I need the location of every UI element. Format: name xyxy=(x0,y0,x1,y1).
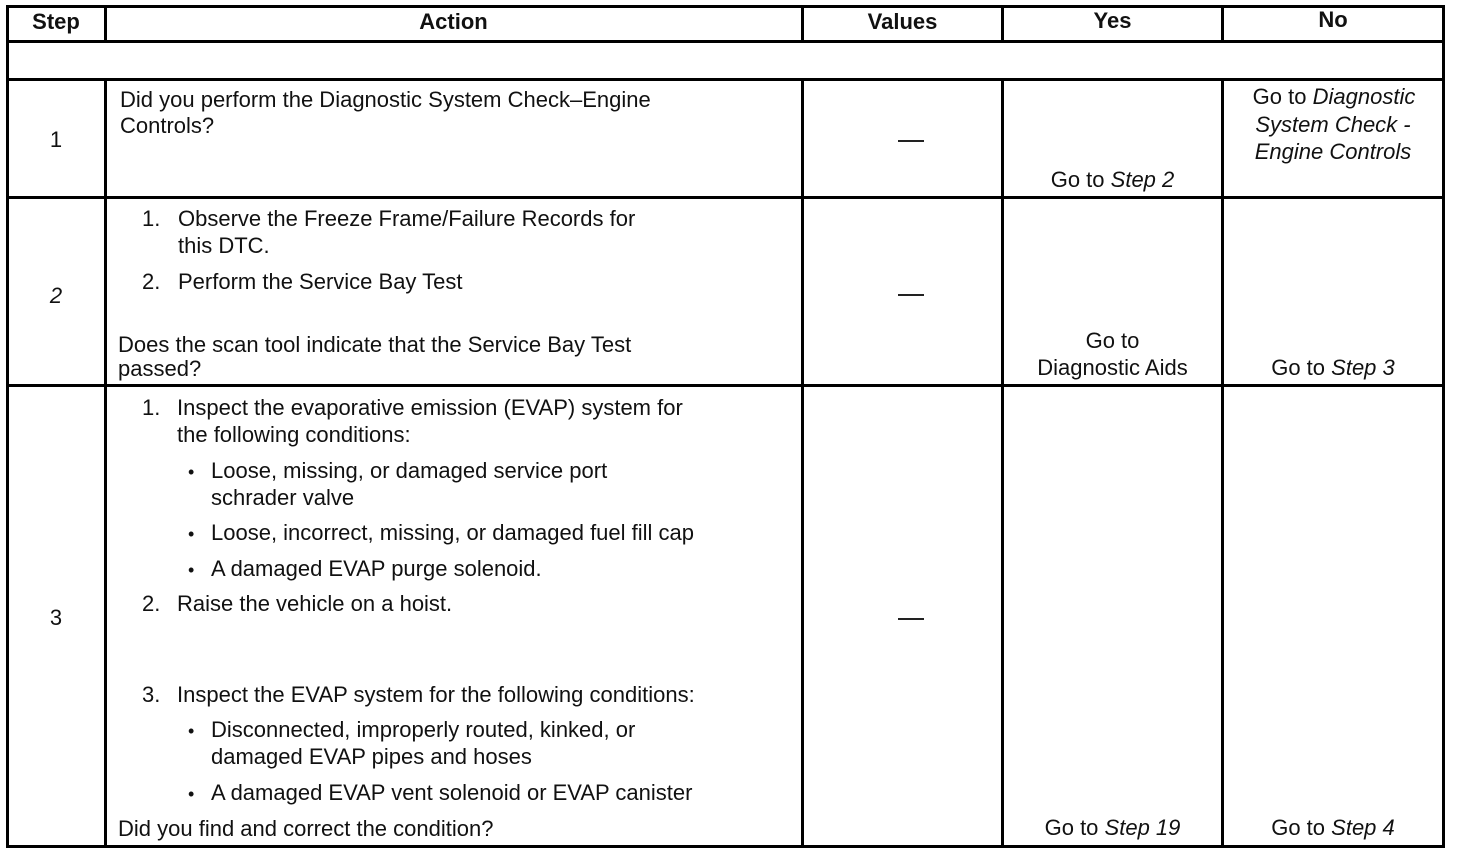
row1-value-dash xyxy=(898,140,924,142)
row3-item1-line2: the following conditions: xyxy=(177,422,411,447)
row3-question: Did you find and correct the condition? xyxy=(118,816,494,841)
row3-bullet3-mark: • xyxy=(188,560,195,580)
header-values: Values xyxy=(867,9,938,34)
row3-no-prefix: Go to xyxy=(1271,815,1326,840)
row3-no xyxy=(1224,815,1442,841)
row3-step: 3 xyxy=(49,605,63,630)
row1-yes-prefix: Go to xyxy=(1050,167,1105,192)
row3-yes xyxy=(1004,815,1221,841)
row3-item3-num: 3. xyxy=(142,682,161,707)
row3-item2-line1: Raise the vehicle on a hoist. xyxy=(177,591,453,616)
header-action: Action xyxy=(419,9,488,34)
row1-no-link-line2: System Check - xyxy=(1255,112,1411,137)
header-no: No xyxy=(1318,7,1348,32)
row3-yes-prefix: Go to xyxy=(1044,815,1099,840)
row3-bullet1-mark: • xyxy=(188,462,195,482)
row2-no xyxy=(1224,355,1442,381)
row1-no-prefix: Go to xyxy=(1252,84,1307,109)
row3-value-dash xyxy=(898,618,924,620)
row1-yes-link: Step 2 xyxy=(1110,167,1175,192)
row1-yes xyxy=(1004,167,1221,193)
row2-yes-line1: Go to xyxy=(1085,328,1140,353)
rule-row1-bottom xyxy=(6,196,1445,199)
header-yes: Yes xyxy=(1093,8,1132,33)
row2-no-link: Step 3 xyxy=(1331,355,1395,380)
row2-item1-line2: this DTC. xyxy=(178,233,270,258)
row1-no-link-line3: Engine Controls xyxy=(1254,139,1412,164)
row2-item2-num: 2. xyxy=(142,269,161,294)
rule-yes-no-body xyxy=(1221,78,1224,848)
rule-bottom xyxy=(6,845,1445,848)
row3-bullet4-line2: damaged EVAP pipes and hoses xyxy=(211,744,532,769)
rule-values-yes-body xyxy=(1001,78,1004,848)
row2-item1-line1: Observe the Freeze Frame/Failure Records for xyxy=(178,206,636,231)
row2-question-line1: Does the scan tool indicate that the Service Bay Test xyxy=(118,332,632,357)
row3-bullet1-line1: Loose, missing, or damaged service port xyxy=(211,458,608,483)
row2-step: 2 xyxy=(49,283,63,308)
row2-item2-line1: Perform the Service Bay Test xyxy=(178,269,463,294)
rule-blank-bottom xyxy=(6,78,1445,81)
rule-action-values-body xyxy=(801,78,804,848)
row3-bullet5-mark: • xyxy=(188,784,195,804)
row1-no-link-line1: Diagnostic xyxy=(1312,84,1416,109)
header-step: Step xyxy=(32,9,80,34)
row3-bullet5-line1: A damaged EVAP vent solenoid or EVAP canister xyxy=(211,780,693,805)
row3-bullet1-line2: schrader valve xyxy=(211,485,355,510)
row3-bullet2-mark: • xyxy=(188,524,195,544)
row2-question-line2: passed? xyxy=(118,356,202,381)
row2-value-dash xyxy=(898,294,924,296)
rule-right xyxy=(1442,5,1445,848)
row3-item2-num: 2. xyxy=(142,591,161,616)
row1-step: 1 xyxy=(49,127,63,152)
rule-header-bottom xyxy=(6,40,1445,43)
rule-step-action-body xyxy=(104,78,107,848)
row3-bullet4-mark: • xyxy=(188,721,195,741)
row1-no-line1 xyxy=(1224,84,1444,110)
row3-item1-line1: Inspect the evaporative emission (EVAP) system for xyxy=(177,395,683,420)
rule-row2-bottom xyxy=(6,384,1445,387)
row3-item3-line1: Inspect the EVAP system for the following conditions: xyxy=(177,682,695,707)
row3-bullet2-line1: Loose, incorrect, missing, or damaged fuel fill cap xyxy=(211,520,695,545)
row3-bullet3-line1: A damaged EVAP purge solenoid. xyxy=(211,556,542,581)
row3-item1-num: 1. xyxy=(142,395,161,420)
row2-yes-line2: Diagnostic Aids xyxy=(1037,355,1188,380)
row2-item1-num: 1. xyxy=(142,206,161,231)
row1-question-line2: Controls? xyxy=(120,113,215,138)
row2-no-prefix: Go to xyxy=(1271,355,1326,380)
row3-no-link: Step 4 xyxy=(1331,815,1395,840)
row3-bullet4-line1: Disconnected, improperly routed, kinked, or xyxy=(211,717,636,742)
row3-yes-link: Step 19 xyxy=(1104,815,1181,840)
row1-question-line1: Did you perform the Diagnostic System Check–Engine xyxy=(120,87,651,112)
